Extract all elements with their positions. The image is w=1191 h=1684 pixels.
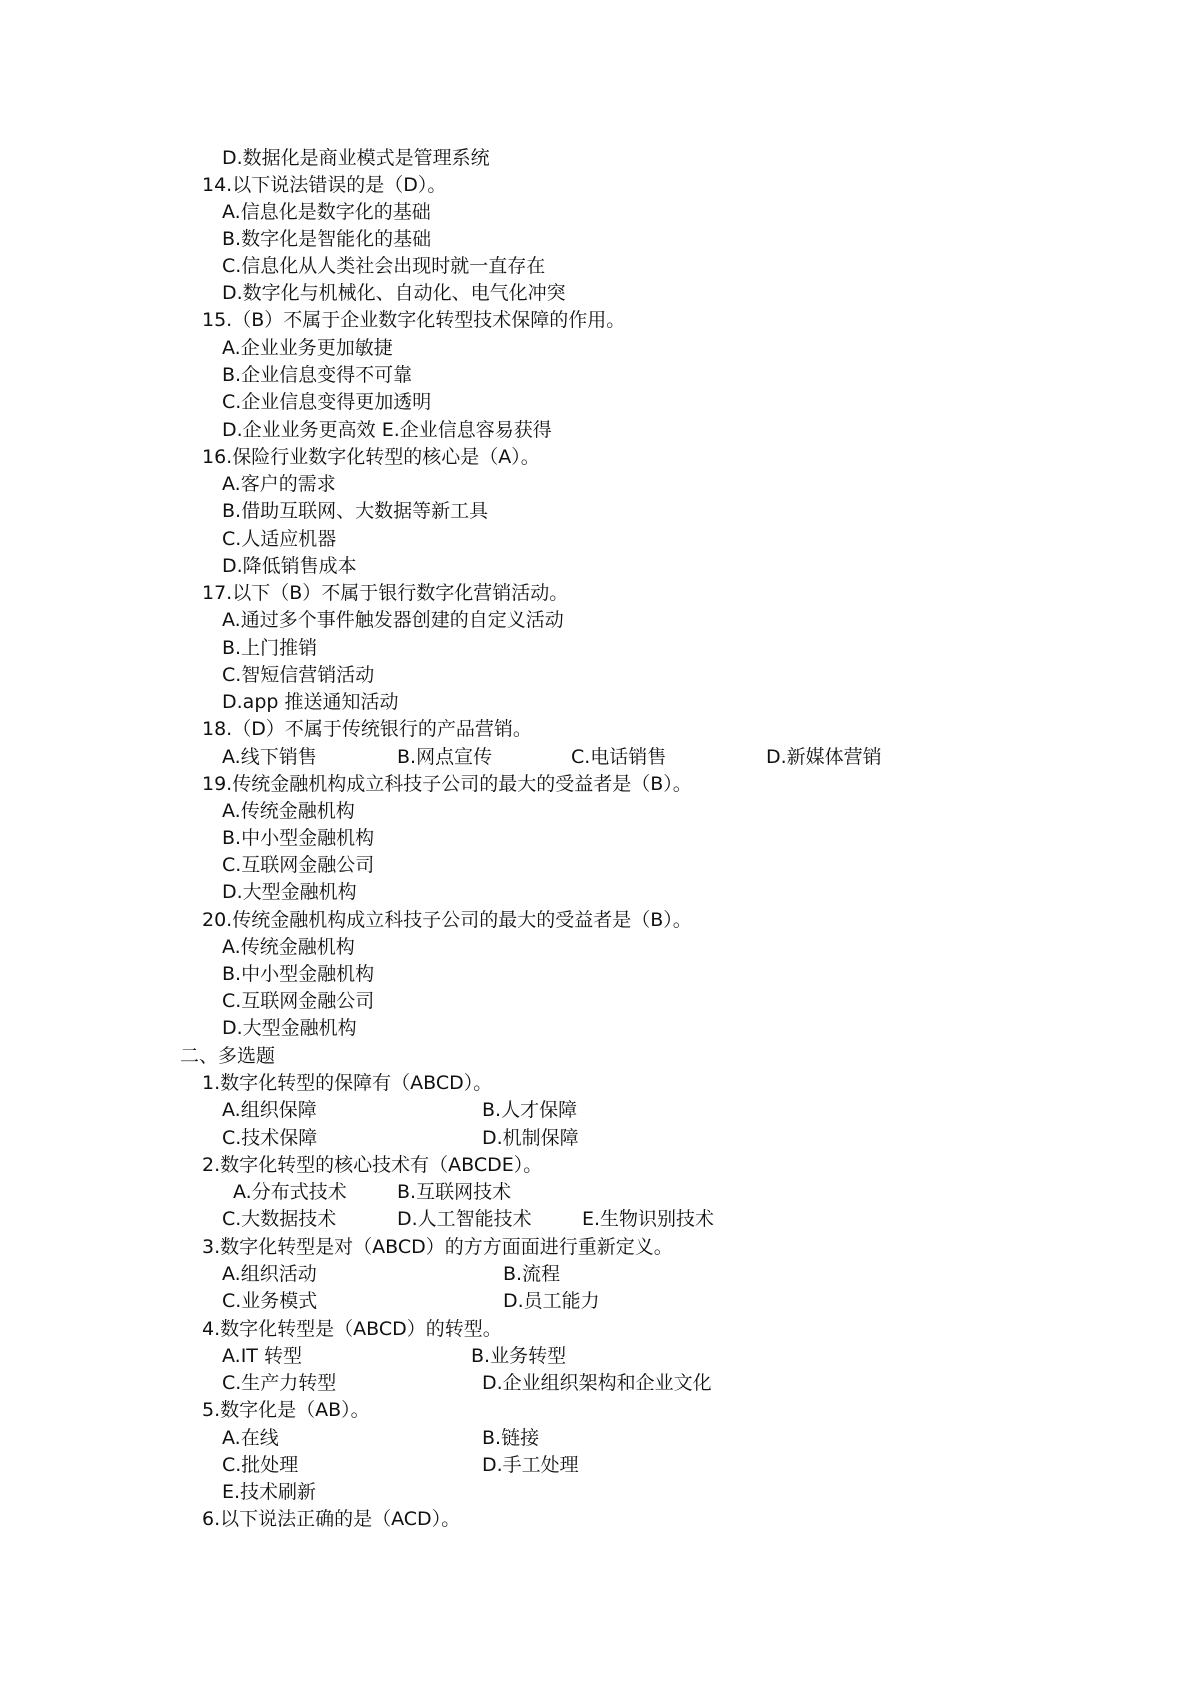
m2-option-a: A.分布式技术: [233, 1181, 347, 1203]
q19-option-c: C.互联网金融公司: [222, 854, 375, 876]
q15-option-de: D.企业业务更高效 E.企业信息容易获得: [222, 419, 552, 441]
q15-option-b: B.企业信息变得不可靠: [222, 364, 413, 386]
q17-option-b: B.上门推销: [222, 637, 318, 659]
q15-option-a: A.企业业务更加敏捷: [222, 337, 393, 359]
m1-options-row-2: [0, 1126, 1191, 1150]
m5-option-a: A.在线: [222, 1427, 279, 1449]
m4-option-b: B.业务转型: [471, 1345, 567, 1367]
m4-option-a: A.IT 转型: [222, 1345, 302, 1367]
q14-option-a: A.信息化是数字化的基础: [222, 201, 431, 223]
m2-option-d: D.人工智能技术: [397, 1208, 532, 1230]
m1-option-a: A.组织保障: [222, 1099, 317, 1121]
q20-option-a: A.传统金融机构: [222, 936, 355, 958]
m4-options-row-2: [0, 1371, 1191, 1395]
q16-option-d: D.降低销售成本: [222, 555, 357, 577]
m5-option-b: B.链接: [482, 1427, 540, 1449]
m3-option-a: A.组织活动: [222, 1263, 317, 1285]
q14-stem: 14.以下说法错误的是（D）。: [202, 174, 447, 196]
m5-options-row-1: [0, 1426, 1191, 1450]
m5-option-c: C.批处理: [222, 1454, 299, 1476]
m3-stem: 3.数字化转型是对（ABCD）的方方面面进行重新定义。: [202, 1236, 673, 1258]
m2-option-c: C.大数据技术: [222, 1208, 337, 1230]
m2-option-e: E.生物识别技术: [582, 1208, 715, 1230]
q17-option-c: C.智短信营销活动: [222, 664, 375, 686]
q17-option-d: D.app 推送通知活动: [222, 691, 399, 713]
m1-stem: 1.数字化转型的保障有（ABCD）。: [202, 1072, 493, 1094]
section-title: 二、多选题: [180, 1045, 276, 1067]
m3-options-row-2: [0, 1289, 1191, 1313]
m2-stem: 2.数字化转型的核心技术有（ABCDE）。: [202, 1154, 543, 1176]
q18-stem: 18.（D）不属于传统银行的产品营销。: [202, 718, 532, 740]
q19-stem: 19.传统金融机构成立科技子公司的最大的受益者是（B）。: [202, 773, 692, 795]
q15-stem: 15.（B）不属于企业数字化转型技术保障的作用。: [202, 309, 626, 331]
m3-option-c: C.业务模式: [222, 1290, 318, 1312]
m3-options-row-1: [0, 1262, 1191, 1286]
m1-option-c: C.技术保障: [222, 1127, 318, 1149]
m3-option-d: D.员工能力: [503, 1290, 600, 1312]
q20-option-d: D.大型金融机构: [222, 1017, 357, 1039]
m1-option-d: D.机制保障: [482, 1127, 579, 1149]
q14-option-d: D.数字化与机械化、自动化、电气化冲突: [222, 282, 566, 304]
q16-stem: 16.保险行业数字化转型的核心是（A）。: [202, 446, 540, 468]
q20-option-c: C.互联网金融公司: [222, 990, 375, 1012]
q18-option-d: D.新媒体营销: [766, 746, 882, 768]
q14-option-b: B.数字化是智能化的基础: [222, 228, 432, 250]
q18-option-b: B.网点宣传: [397, 746, 493, 768]
m1-options-row-1: [0, 1098, 1191, 1122]
q19-option-a: A.传统金融机构: [222, 800, 355, 822]
m2-options-row-1: [0, 1180, 1191, 1204]
q18-options-row: [0, 745, 1191, 769]
q20-stem: 20.传统金融机构成立科技子公司的最大的受益者是（B）。: [202, 909, 692, 931]
q18-option-c: C.电话销售: [571, 746, 667, 768]
q19-option-d: D.大型金融机构: [222, 881, 357, 903]
q17-option-a: A.通过多个事件触发器创建的自定义活动: [222, 609, 564, 631]
option-d-prev: D.数据化是商业模式是管理系统: [222, 147, 490, 169]
q19-option-b: B.中小型金融机构: [222, 827, 375, 849]
m2-option-b: B.互联网技术: [397, 1181, 512, 1203]
m4-option-d: D.企业组织架构和企业文化: [482, 1372, 712, 1394]
m5-option-e: E.技术刷新: [222, 1481, 317, 1503]
q16-option-b: B.借助互联网、大数据等新工具: [222, 500, 489, 522]
m4-option-c: C.生产力转型: [222, 1372, 337, 1394]
m4-options-row-1: [0, 1344, 1191, 1368]
m6-stem: 6.以下说法正确的是（ACD）。: [202, 1508, 461, 1530]
q20-option-b: B.中小型金融机构: [222, 963, 375, 985]
m2-options-row-2: [0, 1207, 1191, 1231]
q14-option-c: C.信息化从人类社会出现时就一直存在: [222, 255, 546, 277]
m5-options-row-2: [0, 1453, 1191, 1477]
m5-option-d: D.手工处理: [482, 1454, 579, 1476]
m5-stem: 5.数字化是（AB）。: [202, 1399, 370, 1421]
q16-option-a: A.客户的需求: [222, 473, 336, 495]
q18-option-a: A.线下销售: [222, 746, 317, 768]
m4-stem: 4.数字化转型是（ABCD）的转型。: [202, 1318, 502, 1340]
q16-option-c: C.人适应机器: [222, 528, 337, 550]
m1-option-b: B.人才保障: [482, 1099, 578, 1121]
m3-option-b: B.流程: [503, 1263, 561, 1285]
q15-option-c: C.企业信息变得更加透明: [222, 391, 432, 413]
q17-stem: 17.以下（B）不属于银行数字化营销活动。: [202, 582, 569, 604]
